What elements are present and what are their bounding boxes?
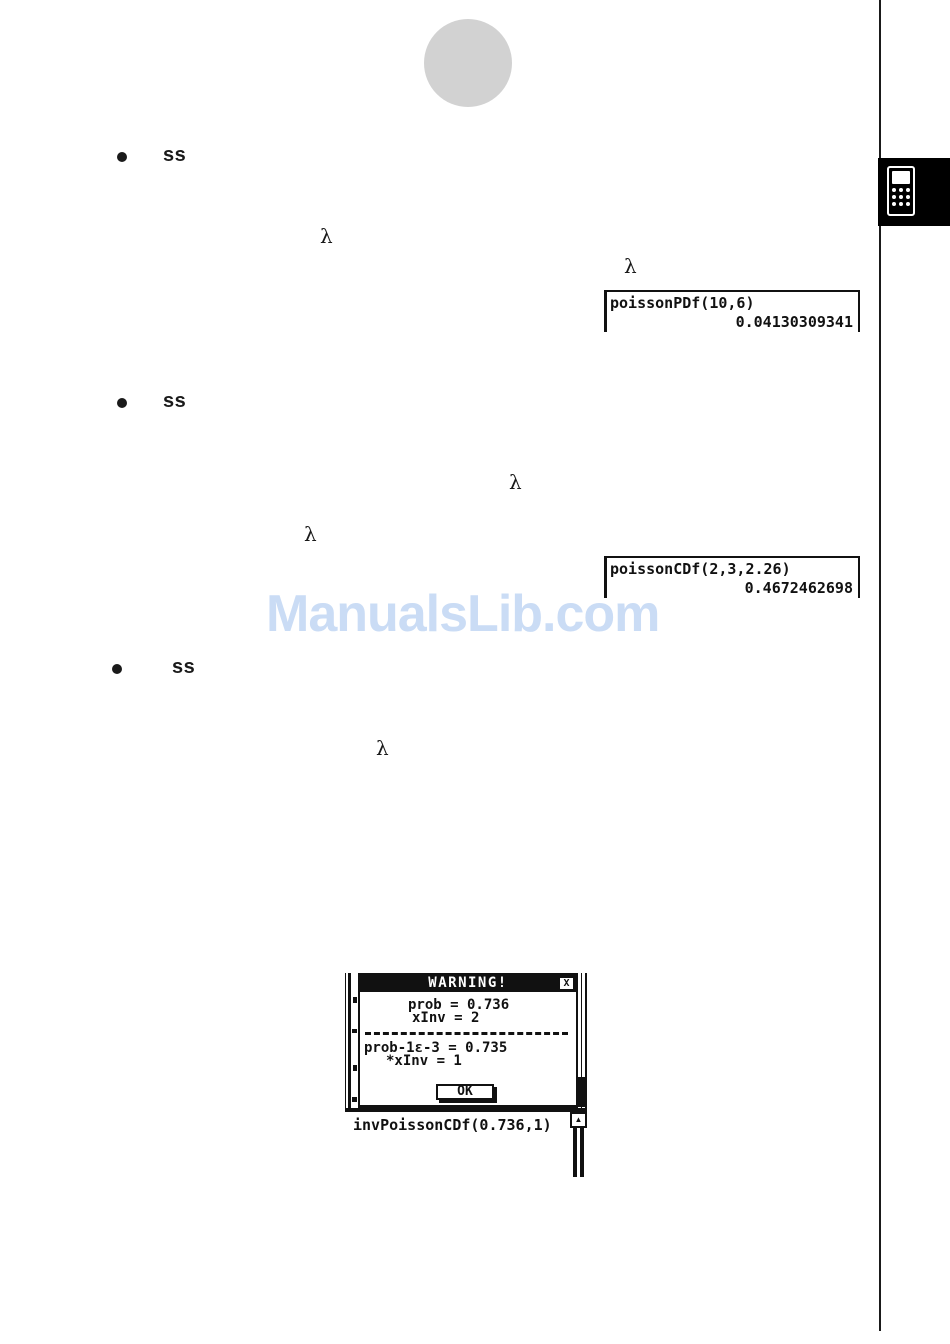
lambda-symbol: λ xyxy=(304,522,317,546)
dialog-line-xinv: xInv = 2 xyxy=(412,1010,480,1026)
calc-input-line: poissonCDf(2,3,2.26) xyxy=(610,560,791,578)
calc-output-screen xyxy=(345,1108,587,1177)
calc-input-line: poissonPDf(10,6) xyxy=(610,294,755,312)
calc-screenshot-poissonpdf xyxy=(604,290,860,332)
calc-result-line: 0.4672462698 xyxy=(744,579,853,597)
calculator-icon-keys xyxy=(892,188,910,206)
bullet-icon xyxy=(117,398,127,408)
scrollbar[interactable] xyxy=(570,1112,587,1177)
hidden-text-fragment xyxy=(353,997,357,1003)
warning-dialog-title: WARNING! xyxy=(428,975,508,991)
bullet-label-1: ss xyxy=(163,144,187,166)
dialog-divider xyxy=(365,1032,568,1035)
scrollbar-shaft[interactable] xyxy=(573,1128,584,1177)
dialog-line-prob: prob = 0.736 xyxy=(408,997,510,1013)
dialog-line-xinv2: *xInv = 1 xyxy=(386,1053,462,1069)
calc-input-line: invPoissonCDf(0.736,1) xyxy=(353,1116,552,1134)
bullet-label-3: ss xyxy=(172,656,196,678)
scroll-up-icon[interactable]: ▲ xyxy=(570,1112,587,1128)
calc-screenshot-invpoissoncdf xyxy=(345,973,587,1177)
hidden-text-fragment xyxy=(352,1097,357,1102)
bullet-icon xyxy=(117,152,127,162)
manualslib-watermark: ManualsLib.com xyxy=(266,585,660,643)
bullet-label-2: ss xyxy=(163,390,187,412)
dialog-line-prob2: prob-1ε-3 = 0.735 xyxy=(364,1040,508,1056)
ok-button[interactable]: OK xyxy=(436,1084,494,1100)
warning-dialog-titlebar xyxy=(360,975,576,992)
warning-dialog-body xyxy=(360,992,576,1105)
bullet-icon xyxy=(112,664,122,674)
close-icon[interactable]: X xyxy=(559,977,574,990)
lambda-symbol: λ xyxy=(624,254,637,278)
chapter-tab xyxy=(878,158,950,226)
hidden-text-fragment xyxy=(352,1029,357,1033)
warning-dialog xyxy=(358,973,578,1108)
lambda-symbol: λ xyxy=(320,224,333,248)
lambda-symbol: λ xyxy=(376,736,389,760)
page-number-circle xyxy=(424,19,512,107)
calc-result-line: 0.04130309341 xyxy=(735,313,853,331)
hidden-text-fragment xyxy=(353,1065,357,1071)
lambda-symbol: λ xyxy=(509,470,522,494)
calculator-icon-screen xyxy=(892,171,910,184)
calculator-icon xyxy=(887,166,915,216)
